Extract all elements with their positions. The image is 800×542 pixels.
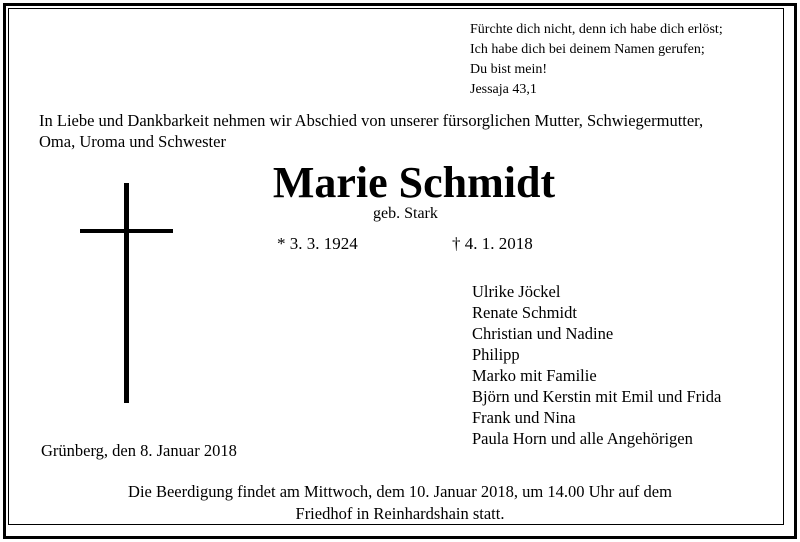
list-item: Renate Schmidt bbox=[472, 303, 577, 322]
birth-date: * 3. 3. 1924 bbox=[277, 234, 358, 253]
list-item: Marko mit Familie bbox=[472, 366, 597, 385]
bible-verse bbox=[470, 20, 723, 100]
list-item: Björn und Kerstin mit Emil und Frida bbox=[472, 387, 722, 406]
verse-reference: Jessaja 43,1 bbox=[470, 82, 537, 97]
verse-line: Fürchte dich nicht, denn ich habe dich erlöst; bbox=[470, 22, 723, 37]
funeral-notice bbox=[0, 481, 800, 525]
place-and-date: Grünberg, den 8. Januar 2018 bbox=[41, 441, 237, 460]
verse-line: Ich habe dich bei deinem Namen gerufen; bbox=[470, 42, 705, 57]
cross-horizontal-bar bbox=[80, 229, 173, 233]
list-item: Frank und Nina bbox=[472, 408, 576, 427]
death-date: † 4. 1. 2018 bbox=[452, 234, 533, 253]
funeral-line: Die Beerdigung findet am Mittwoch, dem 10. Januar 2018, um 14.00 Uhr auf dem bbox=[128, 482, 672, 501]
funeral-line: Friedhof in Reinhardshain statt. bbox=[295, 504, 505, 523]
deceased-name: Marie Schmidt bbox=[272, 158, 556, 207]
list-item: Philipp bbox=[472, 345, 520, 364]
cross-vertical-bar bbox=[124, 183, 129, 403]
list-item: Paula Horn und alle Angehörigen bbox=[472, 429, 693, 448]
intro-line: Oma, Uroma und Schwester bbox=[39, 132, 226, 151]
list-item: Christian und Nadine bbox=[472, 324, 614, 343]
intro-line: In Liebe und Dankbarkeit nehmen wir Abschied von unserer fürsorglichen Mutter, Schwiegermutter, bbox=[39, 111, 704, 130]
verse-line: Du bist mein! bbox=[470, 62, 547, 77]
intro-text bbox=[39, 110, 703, 152]
list-item: Ulrike Jöckel bbox=[472, 282, 561, 301]
mourners-list bbox=[472, 281, 721, 449]
maiden-name: geb. Stark bbox=[373, 205, 438, 222]
